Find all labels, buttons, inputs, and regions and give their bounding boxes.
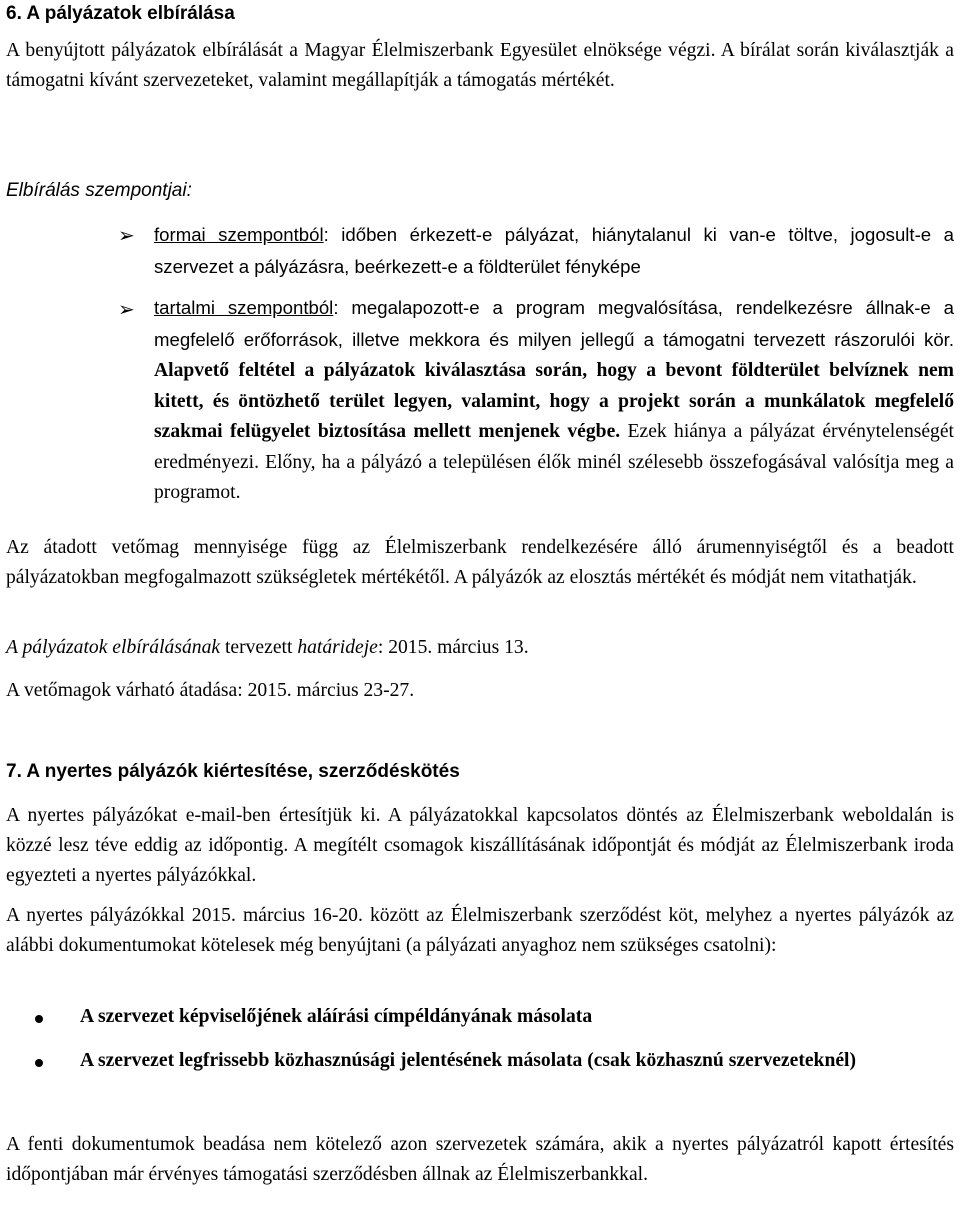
deadline-part: határideje (297, 637, 378, 658)
documents-item-text: A szervezet legfrissebb közhasznúsági jelentésének másolata (csak közhasznú szervezeteknél) (80, 1050, 857, 1071)
criteria-label: tartalmi szempontból (154, 297, 334, 318)
documents-item (6, 1046, 954, 1076)
criteria-item-content (6, 293, 954, 509)
criteria-sep: : (333, 297, 339, 318)
section-7-paragraph-3: A fenti dokumentumok beadása nem kötelező azon szervezetek számára, akik a nyertes pályázatról kapott értesítés időpontjában már érvényes támogatási szerződésben állnak az Élelmiszerbankkal. (6, 1134, 954, 1185)
criteria-tail-text: Ezek hiánya a pályázat érvénytelenségét eredményezi. Előny, ha a pályázó a településen élők minél szélesebb összefogásával valósítja meg a programot. (154, 421, 954, 503)
section-6-heading: 6. A pályázatok elbírálása (6, 3, 235, 24)
deadline-part: A pályázatok elbírálásának (6, 637, 221, 658)
criteria-label: formai szempontból (154, 224, 324, 245)
criteria-text: megalapozott-e a program megvalósítása, rendelkezésre állnak-e a megfelelő erőforrások, illetve mekkora és milyen jellegű a támogatni tervezett rászorulói kör. (154, 297, 954, 350)
criteria-list (6, 219, 954, 509)
section-6-intro: A benyújtott pályázatok elbírálását a Magyar Élelmiszerbank Egyesület elnöksége végzi. A bírálat során kiválasztják a támogatni kívánt szervezeteket, valamint megállapítják a támogatás mértékét. (6, 40, 954, 91)
section-7-heading: 7. A nyertes pályázók kiértesítése, szerződéskötés (6, 761, 460, 782)
handover-line: A vetőmagok várható átadása: 2015. március 23-27. (6, 680, 415, 701)
distribution-paragraph: Az átadott vetőmag mennyisége függ az Élelmiszerbank rendelkezésére álló árumennyiségtől és a beadott pályázatokban megfogalmazott szükségletek mértékétől. A pályázók az elosztás mértékét és módját nem vitathatják. (6, 537, 954, 588)
documents-item (6, 1002, 954, 1032)
criteria-text: időben érkezett-e pályázat, hiánytalanul ki van-e töltve, jogosult-e a szervezet a pályázásra, beérkezett-e a földterület fényképe (154, 224, 954, 277)
criteria-item-formal (6, 219, 954, 283)
deadline-part: : 2015. március 13. (377, 637, 529, 658)
bullet-dot-icon (35, 1059, 43, 1067)
criteria-title: Elbírálás szempontjai: (6, 180, 192, 201)
bullet-dot-icon (35, 1015, 43, 1023)
section-7-paragraph-2: A nyertes pályázókkal 2015. március 16-20. között az Élelmiszerbank szerződést köt, melyhez a nyertes pályázók az alábbi dokumentumokat kötelesek még benyújtani (a pályázati anyaghoz nem szükséges csatolni): (6, 905, 954, 956)
deadline-part: tervezett (220, 637, 298, 658)
criteria-bold-text: Alapvető feltétel a pályázatok kiválasztása során, hogy a bevont földterület belvíznek nem kitett, és öntözhető terület legyen, valamint, hogy a projekt során a munkálatok megfelelő szakmai felügyelet biztosítása mellett menjenek végbe. (154, 360, 954, 442)
section-7-paragraph-1: A nyertes pályázókat e-mail-ben értesítjük ki. A pályázatokkal kapcsolatos döntés az Élelmiszerbank weboldalán is közzé lesz téve eddig az időpontig. A megítélt csomagok kiszállításának időpontját és módját az Élelmiszerbank iroda egyezteti a nyertes pályázókkal. (6, 805, 954, 886)
arrow-bullet-icon: ➢ (118, 223, 135, 247)
criteria-sep: : (323, 224, 329, 245)
documents-item-text: A szervezet képviselőjének aláírási címpéldányának másolata (80, 1006, 593, 1027)
documents-list (6, 1002, 954, 1076)
deadline-line (6, 633, 529, 663)
arrow-bullet-icon: ➢ (118, 297, 135, 321)
